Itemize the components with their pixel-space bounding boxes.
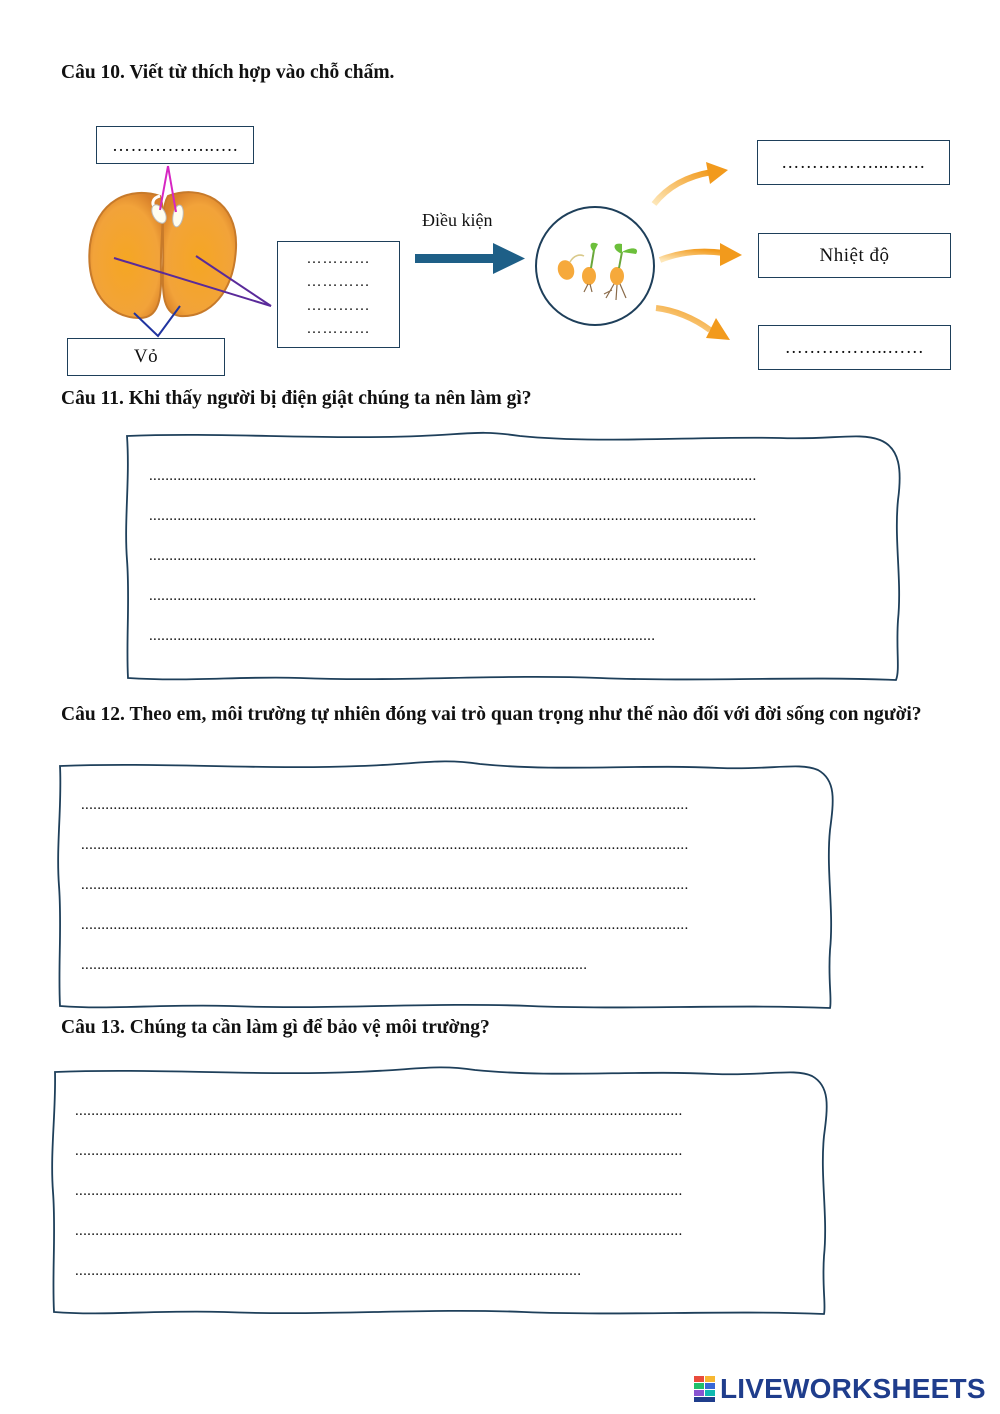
orange-arrow-bottom xyxy=(656,308,730,340)
question-13-title: Câu 13. Chúng ta cần làm gì để bảo vệ môi trường? xyxy=(61,1017,490,1038)
seed-part-answer-box-middle[interactable] xyxy=(277,241,400,348)
answer-blank: ………… xyxy=(306,321,371,337)
answer-blank: ………… xyxy=(306,297,371,314)
bean-seed-image xyxy=(89,192,236,318)
question-11-title: Câu 11. Khi thấy người bị điện giật chúng ta nên làm gì? xyxy=(61,388,532,409)
answer-blank: ………… xyxy=(306,274,371,290)
answer-area-12[interactable] xyxy=(81,785,689,985)
answer-line[interactable]: ............................................................................................................................. xyxy=(75,1263,582,1279)
answer-line[interactable]: ............................................................................................................................. xyxy=(149,628,656,644)
answer-area-13[interactable] xyxy=(75,1091,683,1291)
seed-part-answer-box-top[interactable] xyxy=(96,126,254,164)
question-12-title: Câu 12. Theo em, môi trường tự nhiên đóng vai trò quan trọng như thế nào đối với đời sống con người? xyxy=(61,704,922,725)
answer-line[interactable]: ...................................................................................................................................................... xyxy=(75,1143,683,1159)
answer-line[interactable]: ............................................................................................................................. xyxy=(81,957,588,973)
seed-coat-label: Vỏ xyxy=(133,346,159,367)
liveworksheets-logo-text: LIVEWORKSHEETS xyxy=(720,1373,986,1404)
answer-area-11[interactable] xyxy=(149,456,757,656)
orange-arrow-middle xyxy=(660,243,742,266)
answer-line[interactable]: ...................................................................................................................................................... xyxy=(149,508,757,524)
condition-answer-box-1[interactable] xyxy=(757,140,950,185)
liveworksheets-logo-icon xyxy=(694,1376,716,1402)
question-10-title: Câu 10. Viết từ thích hợp vào chỗ chấm. xyxy=(61,62,395,83)
seed-coat-label-box xyxy=(67,338,225,376)
answer-blank: ……………..…. xyxy=(112,134,238,155)
condition-arrow xyxy=(415,243,525,274)
condition-answer-box-3[interactable] xyxy=(758,325,951,370)
answer-line[interactable]: ...................................................................................................................................................... xyxy=(75,1103,683,1119)
answer-line[interactable]: ...................................................................................................................................................... xyxy=(75,1223,683,1239)
answer-blank: ……………..…… xyxy=(784,337,925,357)
answer-line[interactable]: ...................................................................................................................................................... xyxy=(149,588,757,604)
answer-blank: ……………...…… xyxy=(781,152,926,172)
answer-line[interactable]: ...................................................................................................................................................... xyxy=(81,877,689,893)
temperature-label-box xyxy=(758,233,951,278)
answer-line[interactable]: ...................................................................................................................................................... xyxy=(149,548,757,564)
liveworksheets-logo xyxy=(694,1373,986,1405)
answer-blank: ………… xyxy=(306,250,371,267)
answer-line[interactable]: ...................................................................................................................................................... xyxy=(81,797,689,813)
orange-arrow-top xyxy=(654,162,728,204)
answer-line[interactable]: ...................................................................................................................................................... xyxy=(81,917,689,933)
germinating-seeds-image xyxy=(536,207,654,325)
answer-line[interactable]: ...................................................................................................................................................... xyxy=(81,837,689,853)
answer-line[interactable]: ...................................................................................................................................................... xyxy=(75,1183,683,1199)
condition-label: Điều kiện xyxy=(422,210,493,230)
answer-line[interactable]: ...................................................................................................................................................... xyxy=(149,468,757,484)
temperature-label: Nhiệt độ xyxy=(819,244,890,266)
